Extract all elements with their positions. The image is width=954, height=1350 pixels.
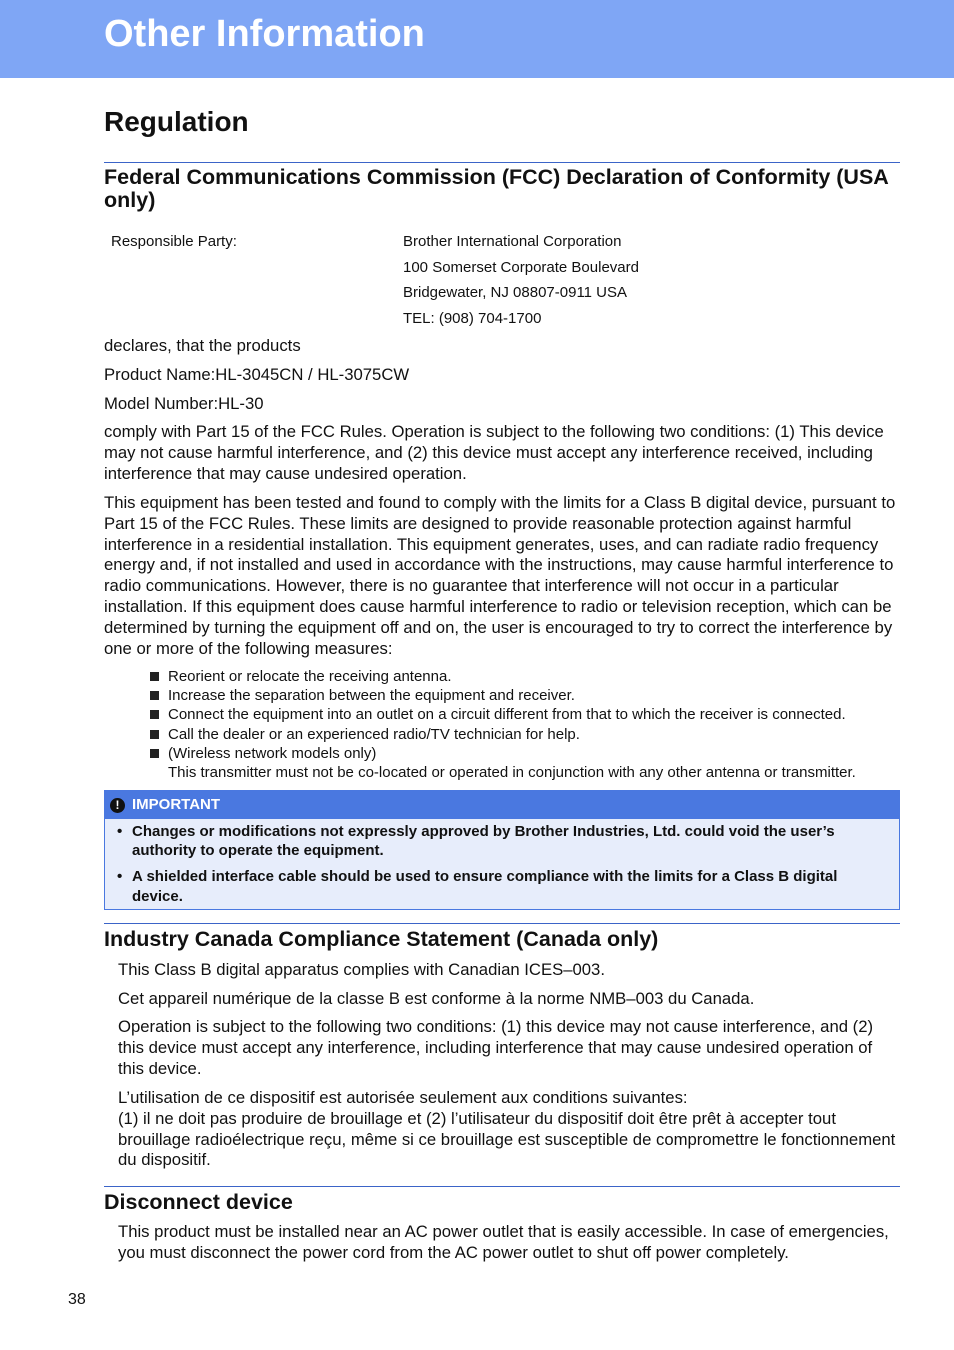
important-header [105,791,899,819]
canada-paragraph-3: Operation is subject to the following two conditions: (1) this device may not cause interference, and (2) this device must accept any interference, including interference that may cause undesired operation of this device. [118,1017,874,1078]
list-item: • Changes or modifications not expressly approved by Brother Industries, Ltd. could void the user’s authority to operate the equipment. [117,823,835,860]
disconnect-heading: Disconnect device [104,1190,293,1214]
important-title: IMPORTANT [132,796,221,813]
canada-paragraph-2: Cet appareil numérique de la classe B est conforme à la norme NMB–003 du Canada. [118,989,755,1008]
important-note [104,790,900,910]
page-number: 38 [68,1291,86,1308]
list-item: • A shielded interface cable should be used to ensure compliance with the limits for a Class B digital device. [117,868,838,905]
address-line: Brother International Corporation [403,233,622,250]
address-line: TEL: (908) 704-1700 [403,310,542,328]
exclamation-icon: ! [110,798,125,813]
list-item: (Wireless network models only) This transmitter must not be co-located or operated in conjunction with any other antenna or transmitter. [150,744,910,782]
fcc-heading: Federal Communications Commission (FCC) Declaration of Conformity (USA only) [104,165,889,212]
section-divider [104,923,900,924]
square-bullet-icon [150,672,159,681]
responsible-party-label: Responsible Party: [111,233,237,250]
square-bullet-icon [150,691,159,700]
list-item: Call the dealer or an experienced radio/TV technician for help. [150,725,910,744]
chapter-title: Other Information [104,13,425,55]
address-line: 100 Somerset Corporate Boulevard [403,258,639,276]
canada-paragraph-1: This Class B digital apparatus complies with Canadian ICES–003. [118,960,605,979]
list-item: Connect the equipment into an outlet on a circuit different from that to which the receiver is connected. [150,705,910,724]
list-item: Reorient or relocate the receiving antenna. [150,667,910,686]
disconnect-paragraph: This product must be installed near an AC power outlet that is easily accessible. In case of emergencies, you must disconnect the power cord from the AC power outlet to shut off power completely. [118,1222,889,1262]
square-bullet-icon [150,730,159,739]
section-divider [104,162,900,163]
canada-paragraph-4: L’utilisation de ce dispositif est autorisée seulement aux conditions suivantes: (1) il ne doit pas produire de brouillage et (2) l’utilisateur du dispositif doit être prêt à accepter tout brouillage radioélectrique reçu, même si ce brouillage est susceptible de compromettre le fonctionnement du dispositif. [118,1088,896,1170]
measures-list [150,667,910,782]
responsible-party-address [403,229,639,332]
list-item: Increase the separation between the equipment and receiver. [150,686,910,705]
model-number: Model Number:HL-30 [104,394,264,413]
address-line: Bridgewater, NJ 08807-0911 USA [403,284,628,302]
measures-note: This transmitter must not be co-located or operated in conjunction with any other antenna or transmitter. [168,764,856,782]
declares-text: declares, that the products [104,336,301,355]
square-bullet-icon [150,710,159,719]
section-divider [104,1186,900,1187]
important-list [117,822,892,913]
square-bullet-icon [150,749,159,758]
fcc-equipment-paragraph: This equipment has been tested and found to comply with the limits for a Class B digital device, pursuant to Part 15 of the FCC Rules. These limits are designed to provide reasonable protection against harmful interference in a residential installation. This equipment generates, uses, and can radiate radio frequency energy and, if not installed and used in accordance with the instructions, may cause harmful interference to radio communications. However, there is no guarantee that interference will not occur in a particular installation. If this equipment does cause harmful interference to radio or television reception, which can be determined by turning the equipment off and on, the user is encouraged to try to correct the interference by one or more of the following measures: [104,493,896,658]
canada-heading: Industry Canada Compliance Statement (Canada only) [104,927,659,951]
page-heading: Regulation [104,106,249,137]
fcc-compliance-paragraph: comply with Part 15 of the FCC Rules. Operation is subject to the following two conditions: (1) This device may not cause harmful interference, and (2) this device must accept any interference received, including interference that may cause undesired operation. [104,422,884,483]
product-name: Product Name:HL-3045CN / HL-3075CW [104,365,410,384]
chapter-banner [0,0,954,78]
